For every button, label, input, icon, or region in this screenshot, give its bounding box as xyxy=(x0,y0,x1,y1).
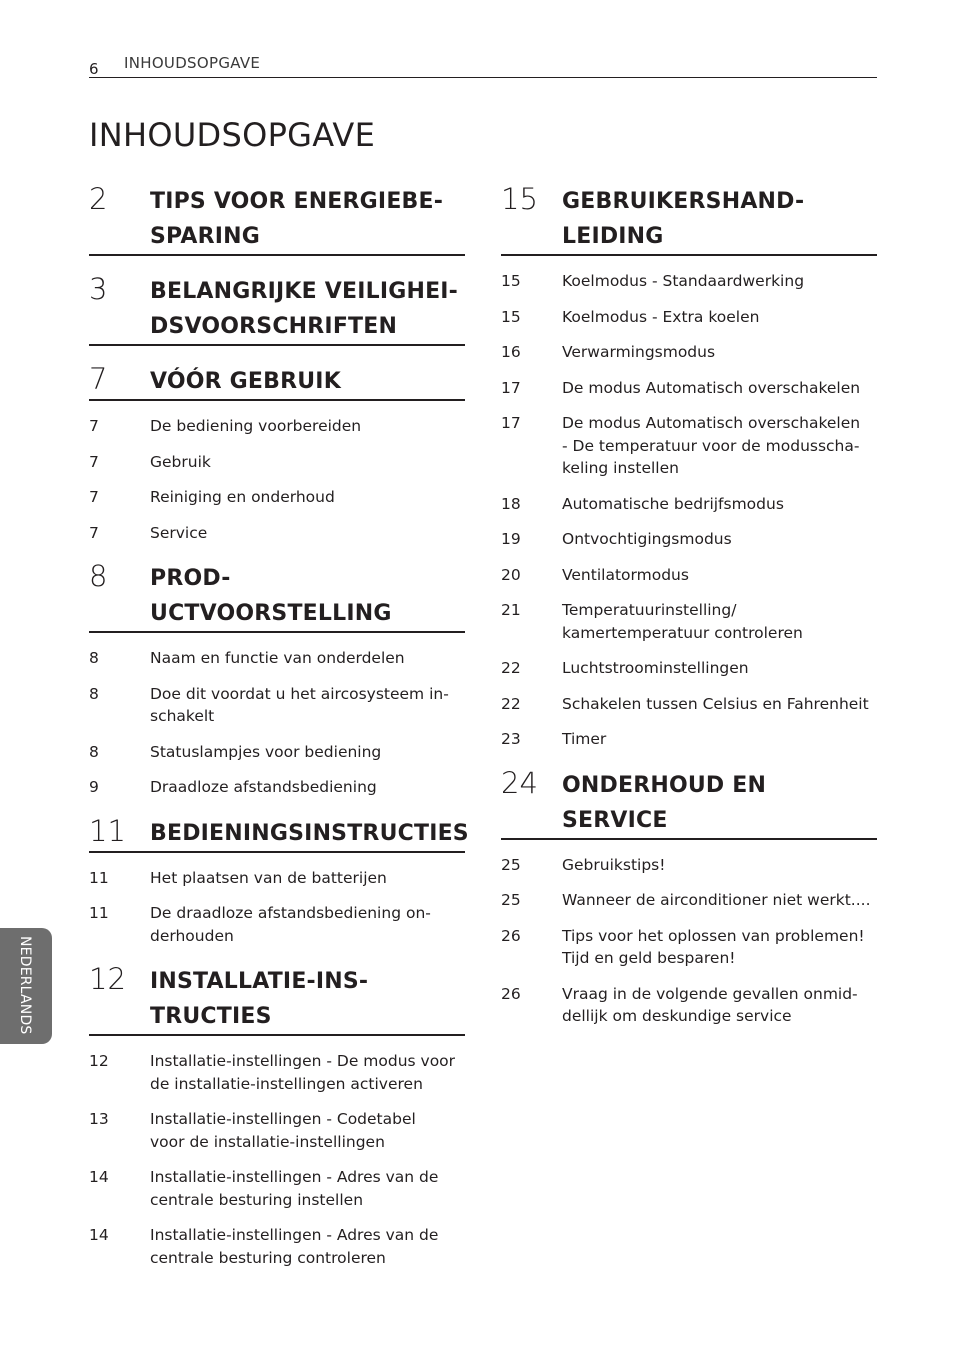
toc-entry[interactable] xyxy=(501,925,877,970)
entry-text-line: Vraag in de volgende gevallen onmid- xyxy=(562,984,858,1003)
entry-text-line: De bediening voorbereiden xyxy=(150,417,362,435)
entry-text-line: Tijd en geld besparen! xyxy=(562,949,736,967)
entry-text-line: derhouden xyxy=(150,926,234,945)
toc-entry[interactable] xyxy=(89,1108,465,1153)
entry-page-number: 8 xyxy=(89,684,99,703)
section-page-number: 11 xyxy=(89,813,126,848)
entry-text-line: Temperatuurinstelling/ xyxy=(562,601,737,619)
entry-text-line: De draadloze afstandsbediening on- xyxy=(150,904,431,922)
entry-page-number: 14 xyxy=(89,1168,109,1186)
section-title-line: INSTALLATIE-INS- xyxy=(150,969,369,994)
entry-text-line: kamertemperatuur controleren xyxy=(562,623,803,642)
toc-entry[interactable] xyxy=(89,486,465,509)
entry-text-line: Naam en functie van onderdelen xyxy=(150,649,405,667)
entry-text-line: de installatie-instellingen activeren xyxy=(150,1074,423,1093)
toc-section-heading[interactable] xyxy=(89,812,469,853)
entry-text-line: Wanneer de airconditioner niet werkt.... xyxy=(562,891,871,909)
entry-text-line: Installatie-instellingen - Adres van de xyxy=(150,1168,439,1186)
entry-text-line: Koelmodus - Extra koelen xyxy=(562,307,760,326)
section-title-line: BEDIENINGSINSTRUCTIES xyxy=(150,820,469,846)
entry-page-number: 20 xyxy=(501,565,521,584)
section-title-line: BELANGRIJKE VEILIGHEI- xyxy=(150,279,459,304)
toc-section-heading[interactable] xyxy=(89,557,465,633)
entry-text-line: Gebruik xyxy=(150,452,211,471)
entry-page-number: 25 xyxy=(501,855,521,874)
entry-page-number: 12 xyxy=(89,1052,109,1070)
entry-text-line: Installatie-instellingen - De modus voor xyxy=(150,1052,456,1070)
entry-page-number: 16 xyxy=(501,343,521,361)
toc-entry[interactable] xyxy=(501,493,877,516)
entry-page-number: 15 xyxy=(501,272,521,290)
section-title-line: TRUCTIES xyxy=(150,1004,272,1029)
entry-page-number: 8 xyxy=(89,649,99,667)
entry-text-line: dellijk om deskundige service xyxy=(562,1007,792,1025)
toc-entry[interactable] xyxy=(89,451,465,474)
page-title: INHOUDSOPGAVE xyxy=(89,116,376,154)
entry-page-number: 19 xyxy=(501,530,521,548)
toc-entry[interactable] xyxy=(501,377,877,400)
page-header xyxy=(89,52,877,78)
entry-text-line: De modus Automatisch overschakelen xyxy=(562,378,861,397)
toc-section-heading[interactable] xyxy=(89,270,465,346)
entry-page-number: 18 xyxy=(501,494,521,513)
entry-text-line: Draadloze afstandsbediening xyxy=(150,778,377,796)
language-tab xyxy=(0,928,52,1044)
section-title-line: SERVICE xyxy=(562,807,668,833)
section-title-line: GEBRUIKERSHAND- xyxy=(562,189,805,214)
page-number: 6 xyxy=(89,60,99,78)
entry-text-line: Doe dit voordat u het aircosysteem in- xyxy=(150,684,449,703)
toc-section-heading[interactable] xyxy=(501,180,877,256)
toc-entry[interactable] xyxy=(89,867,465,890)
entry-text-line: Ontvochtigingsmodus xyxy=(562,530,732,548)
entry-text-line: Service xyxy=(150,523,208,542)
section-page-number: 8 xyxy=(89,559,108,593)
entry-page-number: 13 xyxy=(89,1110,109,1128)
toc-entry[interactable] xyxy=(89,415,465,438)
entry-text-line: keling instellen xyxy=(562,459,679,477)
entry-text-line: Reiniging en onderhoud xyxy=(150,488,335,506)
toc-section-heading[interactable] xyxy=(89,960,465,1036)
entry-text-line: Automatische bedrijfsmodus xyxy=(562,494,784,513)
entry-page-number: 21 xyxy=(501,601,521,619)
section-page-number: 3 xyxy=(89,272,108,306)
entry-text-line: Installatie-instellingen - Adres van de xyxy=(150,1226,439,1244)
toc-entry[interactable] xyxy=(89,1050,465,1095)
section-title-line: TIPS VOOR ENERGIEBE- xyxy=(150,189,444,214)
entry-page-number: 7 xyxy=(89,488,99,506)
entry-page-number: 23 xyxy=(501,730,521,748)
toc-entry[interactable] xyxy=(501,564,877,587)
section-title-line: SPARING xyxy=(150,224,260,249)
toc-entry[interactable] xyxy=(501,693,877,716)
toc-entry[interactable] xyxy=(89,1224,465,1269)
entry-page-number: 17 xyxy=(501,378,521,397)
entry-text-line: Schakelen tussen Celsius en Fahrenheit xyxy=(562,694,869,713)
section-title-line: ONDERHOUD EN xyxy=(562,772,767,798)
toc-entry[interactable] xyxy=(501,528,877,551)
toc-entry[interactable] xyxy=(89,776,465,799)
entry-text-line: Het plaatsen van de batterijen xyxy=(150,868,387,887)
entry-page-number: 17 xyxy=(501,414,521,432)
entry-text-line: centrale besturing controleren xyxy=(150,1248,386,1267)
toc-section-heading[interactable] xyxy=(89,180,465,256)
toc-entry[interactable] xyxy=(501,983,877,1028)
entry-text-line: Koelmodus - Standaardwerking xyxy=(562,272,805,290)
section-title-line: UCTVOORSTELLING xyxy=(150,601,392,626)
entry-text-line: Installatie-instellingen - Codetabel xyxy=(150,1110,416,1128)
section-title-line: LEIDING xyxy=(562,224,664,249)
toc-entry[interactable] xyxy=(501,728,877,751)
entry-page-number: 14 xyxy=(89,1226,109,1244)
entry-page-number: 7 xyxy=(89,417,99,435)
entry-page-number: 25 xyxy=(501,891,521,909)
entry-text-line: - De temperatuur voor de modusscha- xyxy=(562,436,860,455)
toc-entry[interactable] xyxy=(89,1166,465,1211)
entry-text-line: voor de installatie-instellingen xyxy=(150,1132,385,1151)
entry-page-number: 22 xyxy=(501,659,521,677)
entry-text-line: Tips voor het oplossen van problemen! xyxy=(562,926,865,945)
toc-entry[interactable] xyxy=(501,854,877,877)
running-title: INHOUDSOPGAVE xyxy=(124,54,261,72)
section-title-line: PROD- xyxy=(150,566,231,591)
language-tab-label: NEDERLANDS xyxy=(17,936,33,1035)
section-page-number: 12 xyxy=(89,962,126,996)
section-page-number: 2 xyxy=(89,182,108,216)
toc-entry[interactable] xyxy=(501,599,877,644)
section-page-number: 24 xyxy=(501,765,538,800)
entry-page-number: 26 xyxy=(501,926,521,945)
entry-text-line: Statuslampjes voor bediening xyxy=(150,742,382,761)
toc-section-heading[interactable] xyxy=(501,764,877,840)
entry-text-line: Gebruikstips! xyxy=(562,855,666,874)
entry-page-number: 8 xyxy=(89,742,99,761)
entry-page-number: 15 xyxy=(501,307,521,326)
entry-text-line: Timer xyxy=(562,730,607,748)
toc-left-column xyxy=(89,180,469,1282)
toc-entry[interactable] xyxy=(501,412,877,480)
entry-text-line: Ventilatormodus xyxy=(562,565,689,584)
section-title-line: VÓÓR GEBRUIK xyxy=(150,369,341,394)
entry-page-number: 9 xyxy=(89,778,99,796)
toc-entry[interactable] xyxy=(89,902,465,947)
entry-text-line: schakelt xyxy=(150,707,215,725)
entry-text-line: centrale besturing instellen xyxy=(150,1190,364,1209)
toc-section-heading[interactable] xyxy=(89,360,465,401)
section-page-number: 7 xyxy=(89,362,108,396)
toc-entry[interactable] xyxy=(89,647,465,670)
toc-entry[interactable] xyxy=(501,889,877,912)
section-title-line: DSVOORSCHRIFTEN xyxy=(150,314,398,339)
entry-page-number: 7 xyxy=(89,452,99,471)
toc-entry[interactable] xyxy=(89,683,465,728)
toc-right-column xyxy=(501,180,877,1041)
section-page-number: 15 xyxy=(501,182,538,216)
entry-text-line: Verwarmingsmodus xyxy=(562,343,716,361)
entry-page-number: 11 xyxy=(89,868,109,887)
toc-entry[interactable] xyxy=(501,306,877,329)
entry-text-line: Luchtstroominstellingen xyxy=(562,659,749,677)
entry-page-number: 22 xyxy=(501,694,521,713)
toc-entry[interactable] xyxy=(501,657,877,680)
toc-entry[interactable] xyxy=(501,270,877,293)
entry-text-line: De modus Automatisch overschakelen xyxy=(562,414,861,432)
toc-entry[interactable] xyxy=(89,741,465,764)
entry-page-number: 26 xyxy=(501,984,521,1003)
toc-entry[interactable] xyxy=(501,341,877,364)
entry-page-number: 7 xyxy=(89,523,99,542)
toc-entry[interactable] xyxy=(89,522,465,545)
entry-page-number: 11 xyxy=(89,904,109,922)
